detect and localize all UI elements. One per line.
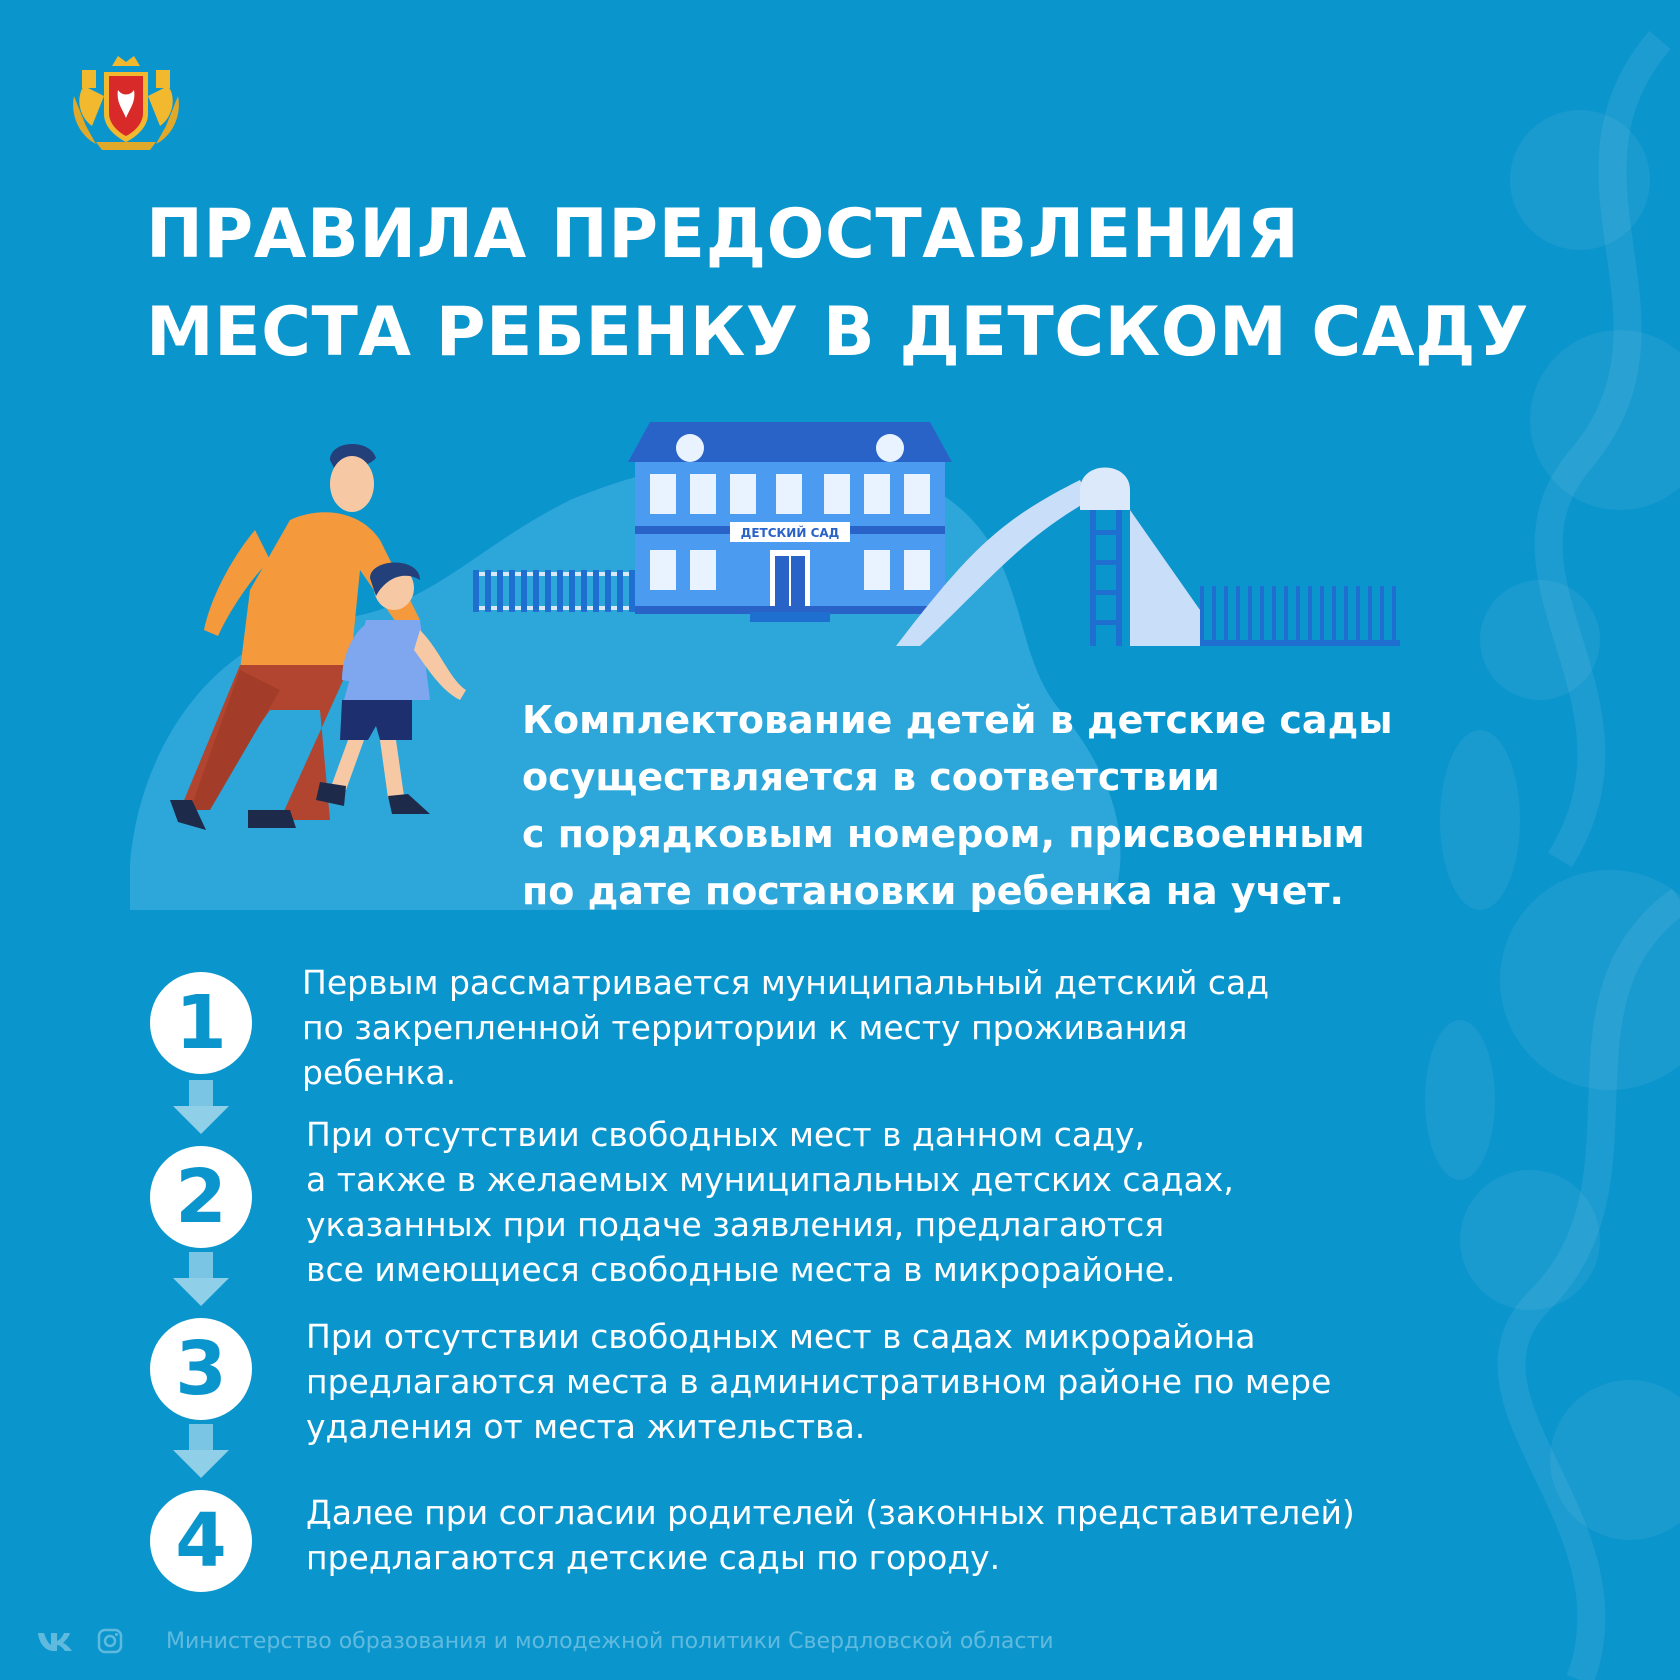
- title-line-2: МЕСТА РЕБЕНКУ В ДЕТСКОМ САДУ: [146, 293, 1529, 372]
- footer-text: Министерство образования и молодежной политики Свердловской области: [166, 1628, 1054, 1654]
- arrow-down-icon: [173, 1424, 229, 1480]
- kindergarten-building: [628, 422, 952, 622]
- step-line: предлагаются детские сады по городу.: [306, 1538, 1001, 1577]
- step-1-number-badge: 1: [150, 972, 252, 1074]
- step-line: предлагаются места в административном районе по мере: [306, 1362, 1332, 1401]
- arrow-down-icon: [173, 1252, 229, 1308]
- right-fence: [1200, 586, 1400, 646]
- page-title: [146, 186, 1529, 382]
- title-line-1: ПРАВИЛА ПРЕДОСТАВЛЕНИЯ: [146, 195, 1300, 274]
- instagram-icon[interactable]: [90, 1628, 130, 1654]
- step-line: все имеющиеся свободные места в микрорайоне.: [306, 1250, 1176, 1289]
- step-line: удаления от места жительства.: [306, 1407, 866, 1446]
- step-line: а также в желаемых муниципальных детских садах,: [306, 1160, 1234, 1199]
- lead-line: Комплектование детей в детские сады: [522, 698, 1393, 742]
- lead-line: с порядковым номером, присвоенным: [522, 812, 1365, 856]
- step-line: При отсутствии свободных мест в данном саду,: [306, 1115, 1145, 1154]
- step-line: При отсутствии свободных мест в садах микрорайона: [306, 1317, 1256, 1356]
- step-1-text: [302, 960, 1269, 1095]
- building-sign: ДЕТСКИЙ САД: [740, 526, 840, 540]
- step-2-number-badge: 2: [150, 1146, 252, 1248]
- step-line: Первым рассматривается муниципальный детский сад: [302, 963, 1270, 1002]
- vk-icon[interactable]: [36, 1628, 76, 1654]
- lead-line: по дате постановки ребенка на учет.: [522, 869, 1344, 913]
- step-4-number-badge: 4: [150, 1490, 252, 1592]
- step-line: указанных при подаче заявления, предлагаются: [306, 1205, 1165, 1244]
- step-line: ребенка.: [302, 1053, 457, 1092]
- coat-of-arms-icon: [66, 56, 186, 152]
- arrow-down-icon: [173, 1080, 229, 1136]
- step-2-text: [306, 1112, 1234, 1292]
- lead-paragraph: [522, 692, 1393, 920]
- step-4-text: [306, 1490, 1355, 1580]
- step-3-text: [306, 1314, 1331, 1449]
- lead-line: осуществляется в соответствии: [522, 755, 1220, 799]
- step-line: Далее при согласии родителей (законных представителей): [306, 1493, 1355, 1532]
- step-3-number-badge: 3: [150, 1318, 252, 1420]
- step-line: по закрепленной территории к месту проживания: [302, 1008, 1188, 1047]
- footer: [36, 1626, 1054, 1656]
